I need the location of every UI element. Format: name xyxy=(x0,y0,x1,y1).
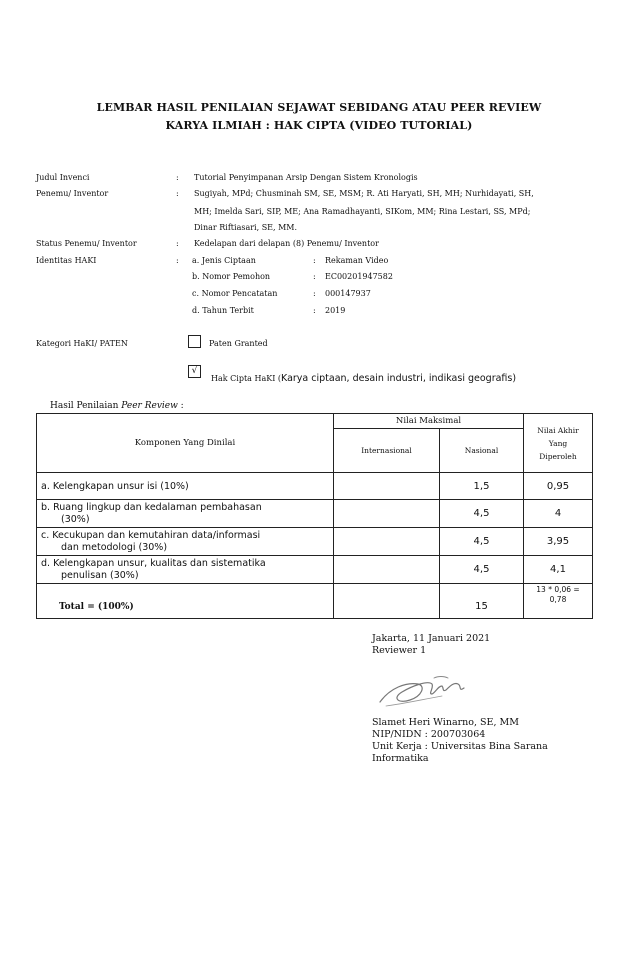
row-internasional xyxy=(334,528,440,556)
header-nilai-akhir: Nilai Akhir Yang Diperoleh xyxy=(524,414,593,473)
table-row xyxy=(37,473,593,500)
haki-value-a: Rekaman Video xyxy=(325,256,389,265)
table-row xyxy=(37,500,593,528)
penemu-line-1: Sugiyah, MPd; Chusminah SM, SE, MSM; R. Ati Haryati, SH, MH; Nurhidayati, SH, xyxy=(194,189,534,198)
row-nasional: 4,5 xyxy=(440,500,524,528)
colon: : xyxy=(176,239,179,248)
header-nilai-maksimal: Nilai Maksimal xyxy=(334,414,524,429)
penemu-line-3: Dinar Riftiasari, SE, MM. xyxy=(194,223,298,232)
identitas-label: Identitas HAKI xyxy=(36,256,97,265)
status-value: Kedelapan dari delapan (8) Penemu/ Inventor xyxy=(194,239,379,248)
table-row xyxy=(37,556,593,584)
row-komponen: b. Ruang lingkup dan kedalaman pembahasan (30%) xyxy=(37,500,334,528)
hak-cipta-checkbox[interactable] xyxy=(188,365,201,378)
total-internasional xyxy=(334,584,440,619)
total-akhir: 13 * 0,06 = 0,78 xyxy=(524,584,593,619)
colon: : xyxy=(313,272,316,281)
reviewer-name: Slamet Heri Winarno, SE, MM xyxy=(372,717,519,728)
row-internasional xyxy=(334,556,440,584)
document-title: LEMBAR HASIL PENILAIAN SEJAWAT SEBIDANG ATAU PEER REVIEW xyxy=(96,101,542,114)
row-akhir: 4 xyxy=(524,500,593,528)
colon: : xyxy=(176,173,179,182)
row-internasional xyxy=(334,473,440,500)
haki-value-d: 2019 xyxy=(325,306,346,315)
colon: : xyxy=(313,306,316,315)
hasil-caption: Hasil Penilaian Peer Review : xyxy=(50,401,184,411)
reviewer-unit-cont: Informatika xyxy=(372,753,429,764)
row-nasional: 1,5 xyxy=(440,473,524,500)
haki-value-b: EC00201947582 xyxy=(325,272,393,281)
row-nasional: 4,5 xyxy=(440,556,524,584)
status-label: Status Penemu/ Inventor xyxy=(36,239,137,248)
row-komponen: c. Kecukupan dan kemutahiran data/informasi dan metodologi (30%) xyxy=(37,528,334,556)
haki-label-b: b. Nomor Pemohon xyxy=(192,272,271,281)
reviewer-role: Reviewer 1 xyxy=(372,645,427,656)
row-internasional xyxy=(334,500,440,528)
assessment-table xyxy=(36,413,593,619)
hak-cipta-label: Hak Cipta HaKI (Karya ciptaan, desain industri, indikasi geografis) xyxy=(211,373,517,384)
haki-label-a: a. Jenis Ciptaan xyxy=(192,256,256,265)
paten-granted-label: Paten Granted xyxy=(209,339,268,348)
header-internasional: Internasional xyxy=(334,429,440,473)
checkmark-icon: √ xyxy=(191,366,198,376)
table-total-row xyxy=(37,584,593,619)
reviewer-nip: NIP/NIDN : 200703064 xyxy=(372,729,486,740)
table-row xyxy=(37,528,593,556)
penemu-label: Penemu/ Inventor xyxy=(36,189,109,198)
penemu-line-2: MH; Imelda Sari, SIP, ME; Ana Ramadhayanti, SIKom, MM; Rina Lestari, SS, MPd; xyxy=(194,207,531,216)
total-label: Total = (100%) xyxy=(37,584,334,619)
colon: : xyxy=(313,256,316,265)
reviewer-unit: Unit Kerja : Universitas Bina Sarana xyxy=(372,741,548,752)
place-date: Jakarta, 11 Januari 2021 xyxy=(372,633,491,644)
judul-value: Tutorial Penyimpanan Arsip Dengan Sistem Kronologis xyxy=(194,173,418,182)
haki-value-c: 000147937 xyxy=(325,289,371,298)
colon: : xyxy=(176,189,179,198)
row-akhir: 4,1 xyxy=(524,556,593,584)
paten-granted-checkbox[interactable] xyxy=(188,335,201,348)
header-nasional: Nasional xyxy=(440,429,524,473)
row-komponen: d. Kelengkapan unsur, kualitas dan sistematika penulisan (30%) xyxy=(37,556,334,584)
colon: : xyxy=(313,289,316,298)
row-komponen: a. Kelengkapan unsur isi (10%) xyxy=(37,473,334,500)
total-nasional: 15 xyxy=(440,584,524,619)
document-subtitle: KARYA ILMIAH : HAK CIPTA (VIDEO TUTORIAL) xyxy=(165,119,473,132)
header-komponen: Komponen Yang Dinilai xyxy=(37,414,334,473)
kategori-label: Kategori HaKI/ PATEN xyxy=(36,339,128,348)
haki-label-c: c. Nomor Pencatatan xyxy=(192,289,278,298)
colon: : xyxy=(176,256,179,265)
judul-label: Judul Invenci xyxy=(36,173,90,182)
row-nasional: 4,5 xyxy=(440,528,524,556)
signature-image xyxy=(372,668,472,716)
haki-label-d: d. Tahun Terbit xyxy=(192,306,254,315)
row-akhir: 3,95 xyxy=(524,528,593,556)
row-akhir: 0,95 xyxy=(524,473,593,500)
